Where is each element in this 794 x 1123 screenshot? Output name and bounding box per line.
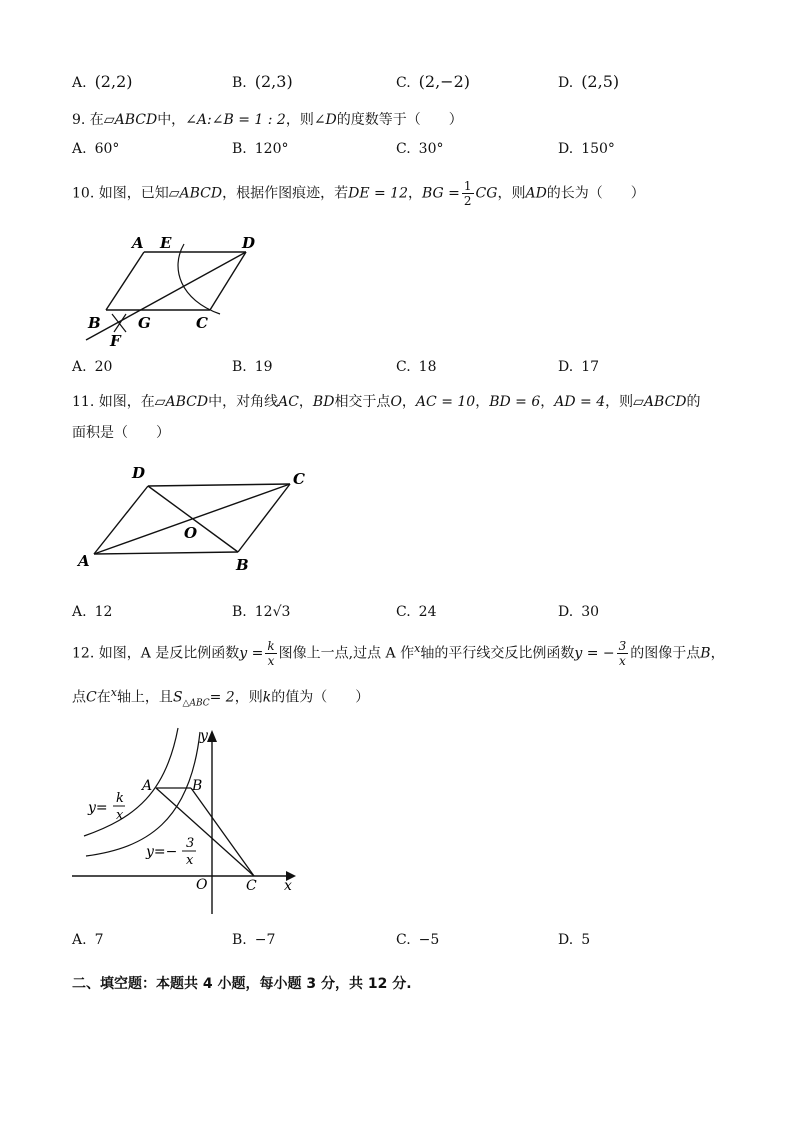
option-label: C. [396,75,411,91]
side-ab [94,552,238,554]
option-value: 5 [581,932,591,948]
fraction-one-half [462,180,474,207]
label-e: E [160,234,172,252]
option-value: 18 [418,359,437,375]
fraction-3-over-x [617,640,629,667]
question-12-stem-line2 [72,686,369,708]
q10-option-a [72,359,112,375]
q11-figure [72,462,322,578]
point-o: O [390,394,402,410]
q11-text: ， [401,394,416,410]
q12-text: ， [710,645,725,662]
q8-option-d [558,72,619,91]
option-value: 19 [254,359,273,375]
option-value: 30° [418,141,444,157]
curve1-label-num: k [116,791,124,806]
q9-text: 中， [157,112,186,128]
fraction-k-over-x [265,640,276,667]
curve2-label-num: 3 [186,836,195,851]
option-value: 24 [418,604,437,620]
segment-bc [191,788,254,876]
q10-option-d [558,359,599,375]
q11-option-d [558,604,599,620]
q8-option-b [232,72,293,91]
question-12-stem [72,640,725,667]
label-f: F [110,332,121,350]
area-s: S [172,689,183,706]
parallelogram-abcd: ▱ABCD [633,394,687,410]
option-label: D. [558,359,574,375]
option-label: B. [232,359,247,375]
diagonal-bd [148,486,238,552]
q9-text: 的度数等于（ ） [336,112,463,128]
frac-den: x [619,654,626,668]
option-label: B. [232,604,247,620]
q12-text: 的图像于点 [630,645,701,662]
option-value: 12√3 [254,604,291,620]
curve-k-over-x [84,728,178,836]
q11-text: 中，对角线 [208,394,279,410]
angle-ratio: ∠A:∠B = 1 : 2 [185,112,286,128]
parallelogram-abcd: ▱ABCD [154,394,209,410]
label-a: A [78,552,90,570]
q12-text: 12. 如图，A 是反比例函数 [72,645,240,662]
label-c: C [293,470,305,488]
label-a: A [132,234,144,252]
option-value: 120° [254,141,289,157]
q11-text: 的 [686,394,701,410]
y-axis-label: y [200,728,208,744]
x-axis-label: x [284,878,292,894]
q11-option-b [232,604,290,620]
option-label: A. [72,932,87,948]
x-var: x [414,641,421,655]
option-label: C. [396,141,411,157]
parallelogram-abcd: ▱ABCD [103,112,158,128]
q10-text: ，则 [497,185,526,202]
line-df [86,252,246,340]
q12-text: 在 [96,689,111,706]
label-c: C [196,314,208,332]
label-o: O [184,524,198,542]
q9-option-a [72,141,119,157]
option-value: (2,−2) [418,72,471,91]
q10-text: ， [407,185,422,202]
option-value: −5 [418,932,440,948]
q10-text: 10. 如图，已知 [72,185,169,202]
option-value: (2,5) [581,72,620,91]
option-value: 12 [94,604,113,620]
side-ab [106,252,144,310]
option-label: D. [558,932,574,948]
q11-text: ， [298,394,313,410]
point-b: B [700,645,711,662]
q12-text: ，则 [234,689,263,706]
question-10-stem [72,180,645,207]
label-b: B [192,778,203,794]
option-value: 7 [94,932,104,948]
q9-text: ，则 [285,112,314,128]
option-value: −7 [254,932,276,948]
q10-option-b [232,359,273,375]
q11-text: ， [540,394,555,410]
cg-expr: CG [475,185,498,202]
curve1-label-den: x [116,808,124,823]
diag-bd: BD [312,394,335,410]
q11-text: ， [475,394,490,410]
question-9-stem [72,109,463,129]
diag-ac: AC [278,394,299,410]
bd-length: BD = 6 [489,394,541,410]
option-value: 150° [581,141,615,157]
frac-num: 3 [618,639,627,653]
q10-option-c [396,359,437,375]
option-value: 17 [581,359,600,375]
q11-text: 11. 如图，在 [72,394,155,410]
q12-text: 图像上一点,过点 A 作 [278,645,415,662]
option-value: (2,2) [94,72,133,91]
curve1-label-y: y= [88,800,108,816]
label-g: G [138,314,151,332]
option-label: A. [72,359,87,375]
bg-expr: BG = [421,185,460,202]
frac-num: 1 [463,179,472,193]
parallelogram-abcd: ▱ABCD [168,185,223,202]
q12-text: 轴上，且 [116,689,173,706]
q10-text: ，根据作图痕迹，若 [222,185,349,202]
option-label: B. [232,932,247,948]
curve2-label-y: y=− [146,844,178,860]
frac-den: 2 [463,194,472,208]
q12-option-c [396,932,439,948]
x-var: x [110,686,117,699]
side-dc [148,484,290,486]
q8-option-c [396,72,470,91]
option-label: A. [72,141,87,157]
option-value: (2,3) [254,72,293,91]
area-value: = 2 [209,689,235,706]
y-axis-arrow [207,730,217,742]
k-var: k [262,689,272,706]
point-c: C [86,689,97,706]
func-y: y = [239,645,264,662]
q11-option-a [72,604,112,620]
frac-num: k [267,639,275,653]
question-11-stem [72,391,701,411]
q12-option-d [558,932,590,948]
q12-text: 轴的平行线交反比例函数 [420,645,575,662]
option-label: C. [396,932,411,948]
option-label: C. [396,604,411,620]
curve2-label-den: x [186,853,194,868]
q9-text: 9. 在 [72,112,104,128]
ad-length: AD = 4 [554,394,606,410]
label-o: O [196,877,208,893]
label-c: C [246,878,257,894]
segment-ac [156,788,254,876]
q12-figure [66,722,306,918]
option-label: B. [232,75,247,91]
q12-text: 的值为（ ） [271,689,370,706]
section-heading-fill-in: 二、填空题：本题共 4 小题，每小题 3 分，共 12 分. [72,976,412,992]
label-a: A [142,778,153,794]
q9-option-d [558,141,615,157]
q10-text: 的长为（ ） [546,185,645,202]
option-label: A. [72,604,87,620]
option-value: 60° [94,141,120,157]
q8-option-a [72,72,133,91]
area-subscript: △ABC [182,698,210,709]
curve-neg-3-over-x [86,732,203,856]
option-label: D. [558,141,574,157]
option-label: A. [72,75,87,91]
ac-length: AC = 10 [415,394,476,410]
angle-d: ∠D [313,112,337,128]
option-label: D. [558,604,574,620]
q10-figure [80,228,280,350]
option-label: C. [396,359,411,375]
label-d: D [132,464,146,482]
q11-text: 面积是（ ） [72,425,170,441]
label-b: B [88,314,101,332]
option-value: 20 [94,359,113,375]
func-y: y = − [574,645,615,662]
q9-option-b [232,141,288,157]
option-label: D. [558,75,574,91]
q12-option-b [232,932,275,948]
side-cd [210,252,246,310]
label-d: D [242,234,256,252]
side-cb [238,484,290,552]
q11-text: 相交于点 [334,394,391,410]
question-11-stem-line2 [72,422,170,442]
q12-text: 点 [72,689,86,706]
option-label: B. [232,141,247,157]
q11-option-c [396,604,437,620]
option-value: 30 [581,604,600,620]
q11-text: ，则 [605,394,634,410]
label-b: B [236,556,249,574]
q9-option-c [396,141,444,157]
de-length: DE = 12 [348,185,408,202]
ad-expr: AD [525,185,547,202]
q12-option-a [72,932,103,948]
frac-den: x [267,654,275,668]
